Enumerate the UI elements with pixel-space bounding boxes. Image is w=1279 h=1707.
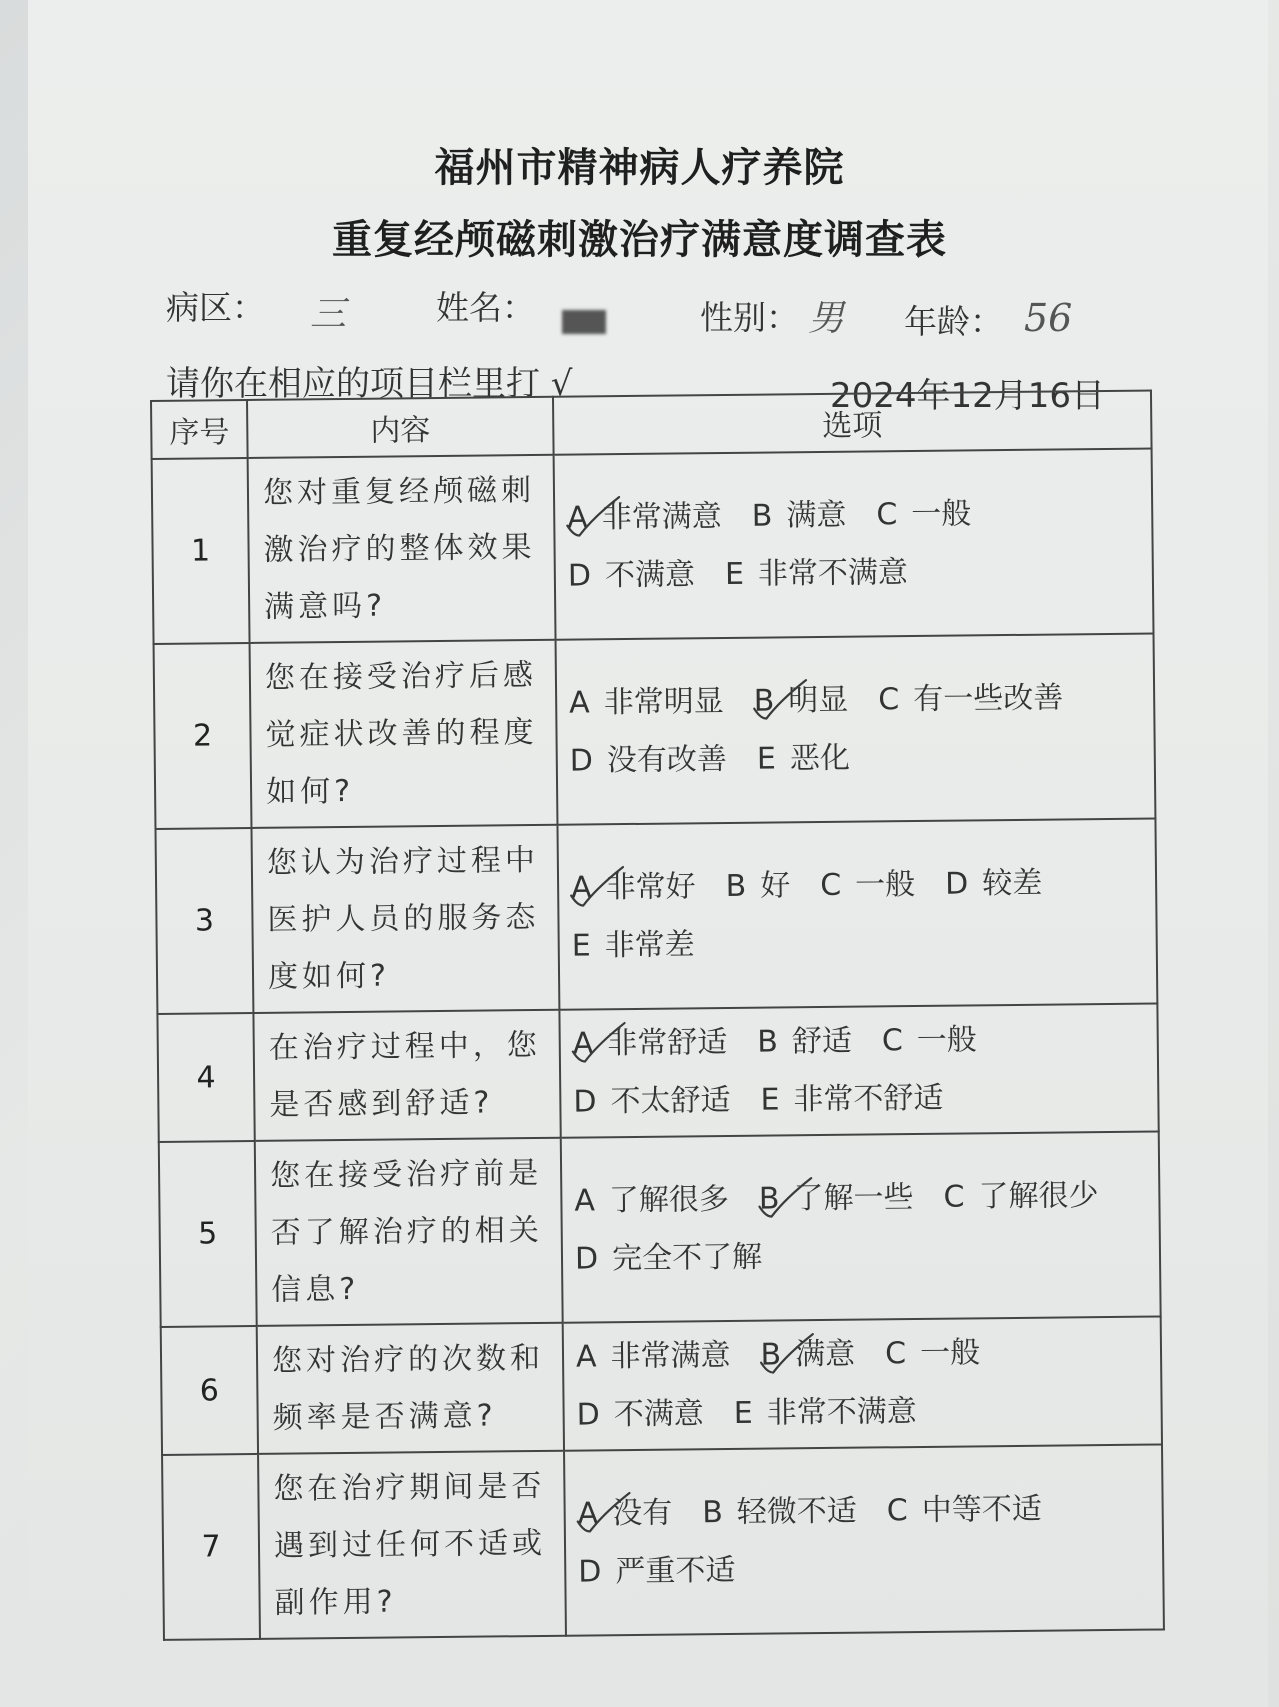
option-letter: D	[576, 1397, 600, 1433]
answer-option[interactable]	[945, 854, 1043, 913]
option-line	[578, 1537, 1163, 1601]
option-label: 一般	[911, 495, 972, 532]
answer-option[interactable]	[882, 1011, 978, 1070]
answer-option[interactable]	[878, 669, 1064, 729]
option-letter: D	[573, 1084, 597, 1120]
option-line	[577, 1479, 1162, 1543]
institution-title: 福州市精神病人疗养院	[434, 145, 845, 191]
option-label: 一般	[855, 866, 916, 903]
answer-option[interactable]	[572, 1014, 727, 1074]
option-line	[568, 541, 1153, 605]
table-row	[159, 1131, 1161, 1326]
answer-option[interactable]	[578, 1541, 736, 1601]
option-letter: C	[886, 1492, 908, 1528]
option-label: 一般	[916, 1022, 978, 1059]
option-label: 恶化	[789, 740, 851, 776]
option-label: 非常明显	[603, 683, 724, 720]
question-number: 3	[155, 828, 253, 1014]
option-letter: D	[574, 1240, 599, 1277]
answer-option[interactable]	[702, 1482, 857, 1542]
option-line	[569, 668, 1154, 732]
option-letter: E	[571, 927, 591, 964]
options-cell	[556, 634, 1156, 825]
option-letter: A	[577, 1495, 599, 1532]
option-label: 了解一些	[793, 1179, 914, 1216]
table-row	[154, 634, 1156, 829]
option-letter: C	[878, 681, 900, 717]
option-label: 满意	[786, 497, 847, 533]
answer-option[interactable]	[760, 1070, 944, 1130]
option-line	[573, 1067, 1158, 1131]
options-cell	[564, 1444, 1164, 1635]
answer-option[interactable]	[943, 1167, 1099, 1227]
answer-option[interactable]	[576, 1327, 731, 1387]
gender-value: 男	[808, 298, 845, 339]
option-label: 舒适	[791, 1023, 853, 1060]
option-letter: C	[943, 1179, 965, 1215]
option-label: 没有改善	[606, 741, 728, 778]
age-label: 年龄：	[904, 302, 1003, 341]
option-line	[575, 1224, 1160, 1288]
option-label: 非常满意	[601, 498, 722, 535]
question-number: 4	[157, 1013, 254, 1142]
option-letter: A	[575, 1339, 597, 1375]
option-label: 非常舒适	[607, 1024, 728, 1062]
options-cell	[554, 449, 1154, 640]
option-label: 不太舒适	[610, 1082, 731, 1120]
ward-value: 三	[310, 294, 347, 335]
answer-option[interactable]	[571, 858, 696, 917]
question-text: 您在接受治疗后感觉症状改善的程度如何?	[250, 640, 558, 828]
option-label: 满意	[794, 1336, 856, 1373]
option-label: 完全不了解	[611, 1239, 763, 1276]
table-row	[152, 449, 1154, 644]
option-label: 严重不适	[615, 1552, 736, 1589]
option-label: 有一些改善	[913, 679, 1064, 717]
answer-option[interactable]	[753, 671, 848, 730]
option-letter: A	[567, 499, 588, 536]
option-label: 了解很少	[978, 1177, 1099, 1214]
option-label: 没有	[612, 1495, 673, 1531]
option-letter: D	[569, 742, 594, 779]
option-line	[574, 1166, 1159, 1230]
answer-option[interactable]	[574, 1170, 729, 1230]
answer-option[interactable]	[886, 1480, 1042, 1540]
option-line	[576, 1322, 1161, 1386]
name-label: 姓名：	[436, 288, 535, 327]
answer-option[interactable]	[876, 485, 972, 544]
option-letter: E	[724, 556, 745, 592]
age-value: 56	[1024, 296, 1073, 340]
option-label: 一般	[919, 1335, 981, 1371]
option-label: 不满意	[613, 1396, 704, 1433]
option-letter: B	[757, 1024, 779, 1060]
answer-option[interactable]	[575, 1228, 763, 1288]
option-letter: C	[881, 1023, 904, 1059]
question-number: 7	[162, 1454, 260, 1640]
options-cell	[557, 818, 1157, 1009]
table-row	[162, 1444, 1164, 1639]
option-line	[570, 726, 1155, 790]
table-row	[161, 1316, 1162, 1454]
option-label: 非常好	[605, 868, 696, 905]
option-label: 了解很多	[608, 1181, 730, 1218]
options-cell	[559, 1003, 1158, 1137]
answer-option[interactable]	[567, 488, 722, 548]
answer-option[interactable]	[576, 1385, 704, 1444]
answer-option[interactable]	[759, 1169, 914, 1229]
answer-option[interactable]	[577, 1484, 672, 1543]
option-letter: C	[876, 496, 898, 532]
option-label: 轻微不适	[736, 1493, 857, 1530]
option-letter: B	[751, 497, 773, 534]
option-letter: A	[569, 684, 590, 721]
question-text: 您对重复经颅磁刺激治疗的整体效果满意吗?	[248, 455, 556, 643]
option-letter: D	[578, 1553, 602, 1590]
header-content: 内容	[247, 397, 554, 458]
option-label: 非常不满意	[757, 554, 909, 592]
option-label: 非常不满意	[766, 1394, 917, 1431]
option-letter: E	[756, 740, 777, 777]
option-letter: A	[572, 1026, 594, 1062]
answer-option[interactable]	[757, 729, 851, 788]
question-number: 6	[161, 1326, 258, 1455]
answer-option[interactable]	[571, 916, 695, 975]
option-letter: E	[760, 1082, 780, 1118]
answer-option[interactable]	[885, 1324, 981, 1383]
option-label: 中等不适	[921, 1491, 1042, 1528]
option-letter: B	[758, 1180, 780, 1217]
survey-table	[150, 390, 1165, 1641]
question-number: 2	[154, 643, 252, 829]
option-label: 明显	[788, 682, 849, 718]
options-cell	[561, 1131, 1161, 1322]
option-line	[576, 1380, 1161, 1444]
form-title: 重复经颅磁刺激治疗满意度调查表	[332, 217, 947, 263]
option-line	[572, 1009, 1157, 1073]
option-label: 不满意	[604, 556, 696, 593]
option-letter: A	[570, 869, 592, 906]
name-redaction	[562, 310, 606, 334]
survey-date: 2024年12月16日	[830, 376, 1106, 416]
table-row	[155, 818, 1157, 1013]
ward-label: 病区：	[166, 288, 265, 327]
answer-option[interactable]	[751, 486, 846, 545]
question-text: 您在治疗期间是否遇到过任何不适或副作用?	[258, 1451, 566, 1639]
gender-label: 性别：	[700, 298, 799, 337]
option-letter: E	[733, 1395, 753, 1431]
option-letter: B	[760, 1337, 782, 1373]
option-label: 好	[760, 867, 791, 904]
option-label: 非常差	[604, 926, 695, 963]
question-text: 您在接受治疗前是否了解治疗的相关信息?	[255, 1138, 563, 1326]
table-row	[157, 1003, 1158, 1141]
instruction-text: 请你在相应的项目栏里打 √	[166, 364, 573, 404]
answer-option[interactable]	[569, 673, 724, 733]
options-cell	[563, 1316, 1162, 1450]
option-line	[571, 853, 1156, 917]
option-label: 非常不舒适	[793, 1080, 944, 1118]
option-letter: A	[574, 1182, 596, 1219]
option-letter: D	[567, 557, 592, 594]
answer-option[interactable]	[725, 544, 909, 604]
option-line	[567, 483, 1152, 547]
question-text: 您对治疗的次数和频率是否满意?	[257, 1323, 564, 1454]
option-letter: C	[884, 1336, 907, 1372]
answer-option[interactable]	[733, 1383, 917, 1443]
answer-option[interactable]	[757, 1013, 852, 1072]
header-number: 序号	[151, 400, 248, 459]
answer-option[interactable]	[725, 857, 790, 916]
question-number: 1	[152, 458, 250, 644]
option-letter: B	[725, 868, 747, 904]
answer-option[interactable]	[568, 546, 696, 605]
question-number: 5	[159, 1141, 257, 1327]
option-letter: D	[945, 865, 969, 902]
answer-option[interactable]	[570, 730, 728, 790]
option-line	[571, 911, 1156, 975]
option-letter: C	[820, 867, 842, 903]
answer-option[interactable]	[573, 1072, 731, 1132]
option-letter: B	[702, 1494, 723, 1530]
table-header-row	[151, 391, 1152, 459]
question-text: 您认为治疗过程中医护人员的服务态度如何?	[251, 825, 559, 1013]
answer-option[interactable]	[820, 856, 916, 915]
option-letter: B	[753, 682, 775, 719]
header-options: 选项	[553, 391, 1152, 455]
question-text: 在治疗过程中，您是否感到舒适?	[253, 1010, 560, 1141]
answer-option[interactable]	[760, 1326, 855, 1385]
option-label: 较差	[982, 865, 1043, 901]
option-label: 非常满意	[610, 1337, 731, 1375]
